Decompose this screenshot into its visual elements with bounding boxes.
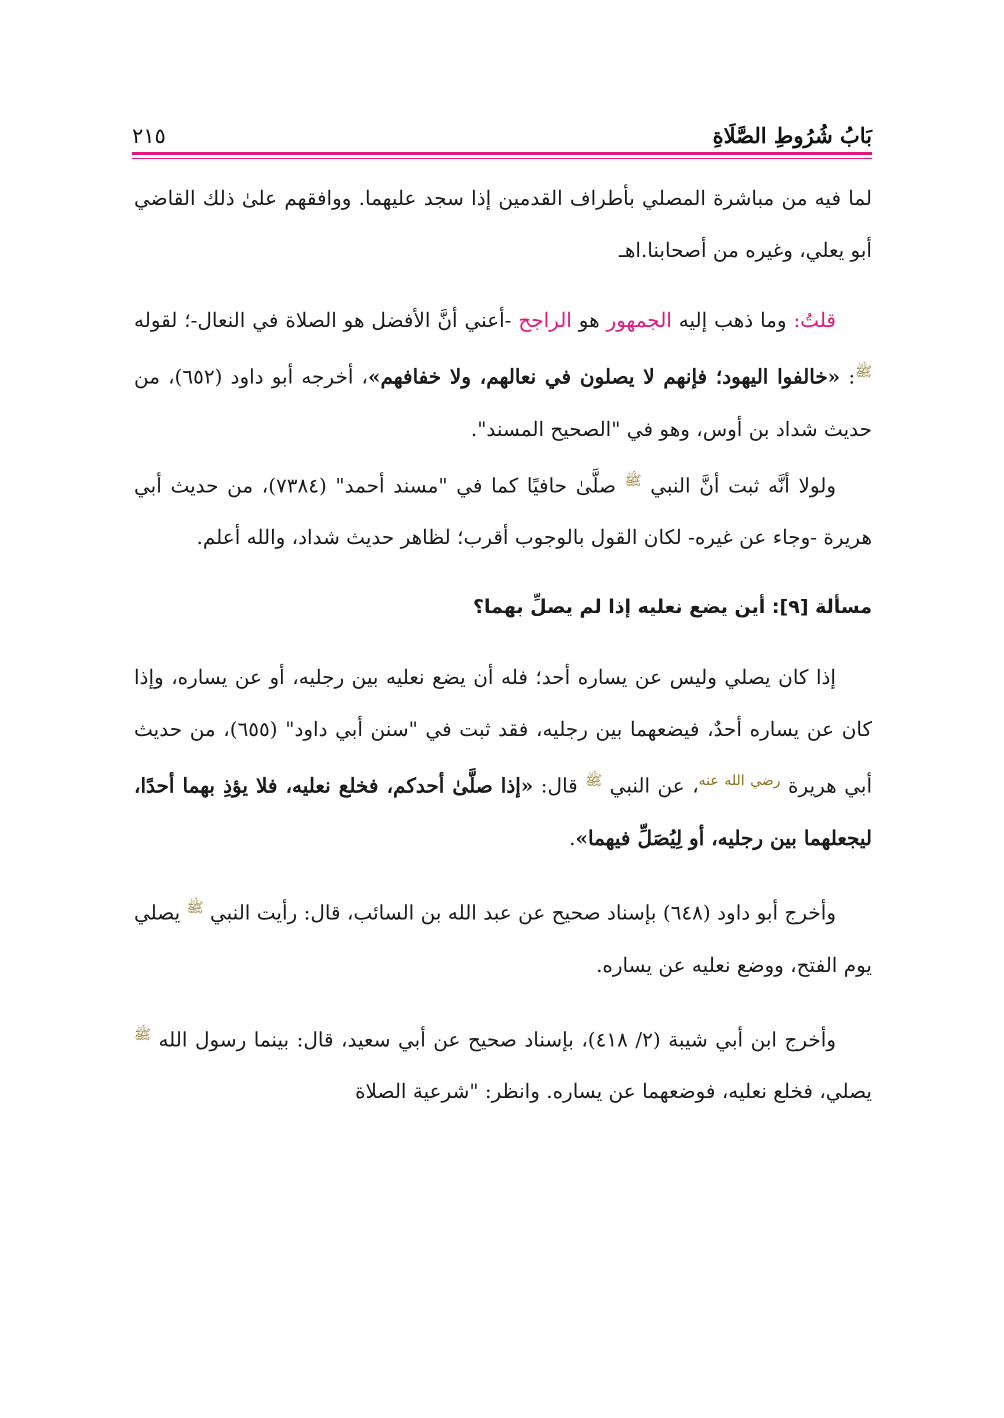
header-rule-thin xyxy=(132,158,872,159)
hadith-quote: «خالفوا اليهود؛ فإنهم لا يصلون في نعالهم، ولا خفافهم» xyxy=(368,364,841,389)
radi-glyph: رضي الله عنه xyxy=(698,773,781,790)
qult-label: قلتُ: xyxy=(793,308,836,332)
chapter-title: بَابُ شُرُوطِ الصَّلَاةِ xyxy=(712,123,872,148)
page-header xyxy=(132,112,872,148)
jumhur-term: الجمهور xyxy=(606,308,672,332)
paragraph-6: وأخرج ابن أبي شيبة (٢/ ٤١٨)، بإسناد صحيح عن أبي سعيد، قال: بينما رسول الله $^ﷺ$ يصلي، فخلع نعليه، فوضعهما عن يساره. وانظر: "شرعية الصلاة xyxy=(134,1026,872,1104)
salutation-glyph: ﷺ xyxy=(585,773,603,790)
header-rule-thick xyxy=(132,152,872,155)
page-number: ٢١٥ xyxy=(132,124,166,148)
salutation-glyph: ﷺ xyxy=(855,364,873,380)
page-body xyxy=(134,172,872,1117)
paragraph-5: وأخرج أبو داود (٦٤٨) بإسناد صحيح عن عبد الله بن السائب، قال: رأيت النبي $^ﷺ$ يصلي يوم الفتح، ووضع نعليه عن يساره. xyxy=(134,899,872,977)
source-ref: "الصحيح المسند" xyxy=(477,416,621,441)
paragraph-2: قلتُ: وما ذهب إليه الجمهور هو الراجح -أعني أنَّ الأفضل هو الصلاة في النعال-؛ لقوله $^ﷺ$: «خالفوا اليهود؛ فإنهم لا يصلون في نعالهم، ولا خفافهم»، أخرجه أبو داود (٦٥٢)، من حديث شداد بن أوس، وهو في "الصحيح المسند". xyxy=(134,308,873,441)
paragraph-3: ولولا أنَّه ثبت أنَّ النبي $^ﷺ$ صلَّىٰ حافيًا كما في "مسند أحمد" (٧٣٨٤)، من حديث أبي هريرة -وجاء عن غيره- لكان القول بالوجوب أقرب؛ لظاهر حديث شداد، والله أعلم. xyxy=(134,472,872,550)
paragraph-1: لما فيه من مباشرة المصلي بأطراف القدمين إذا سجد عليهما. ووافقهم علىٰ ذلك القاضي أبو يعلي، وغيره من أصحابنا.اهـ xyxy=(134,186,872,262)
salutation-glyph: ﷺ xyxy=(624,472,642,489)
rajih-term: الراجح xyxy=(518,308,572,332)
source-ref: "سنن أبي داود" xyxy=(285,717,418,742)
source-ref: "مسند أحمد" xyxy=(335,473,448,498)
salutation-glyph: ﷺ xyxy=(134,1026,151,1043)
section-heading: مسألة [٩]: أين يضع نعليه إذا لم يصلِّ بهما؟ xyxy=(472,596,872,619)
hadith-quote: «إذا صلَّىٰ أحدكم، فخلع نعليه، فلا يؤذِ بهما أحدًا، ليجعلهما بين رجليه، أو لِيُصَلِّ فيهما» xyxy=(134,773,872,850)
salutation-glyph: ﷺ xyxy=(186,899,204,916)
paragraph-4: إذا كان يصلي وليس عن يساره أحد؛ فله أن يضع نعليه بين رجليه، أو عن يساره، وإذا كان عن يساره أحدٌ، فيضعهما بين رجليه، فقد ثبت في "سنن أبي داود" (٦٥٥)، من حديث أبي هريرة $^{رضي الله عنه}$، عن النبي $^ﷺ$ قال: «إذا صلَّىٰ أحدكم، فخلع نعليه، فلا يؤذِ بهما أحدًا، ليجعلهما بين رجليه، أو لِيُصَلِّ فيهما». xyxy=(134,665,873,850)
source-ref: "شرعية الصلاة xyxy=(355,1079,479,1104)
